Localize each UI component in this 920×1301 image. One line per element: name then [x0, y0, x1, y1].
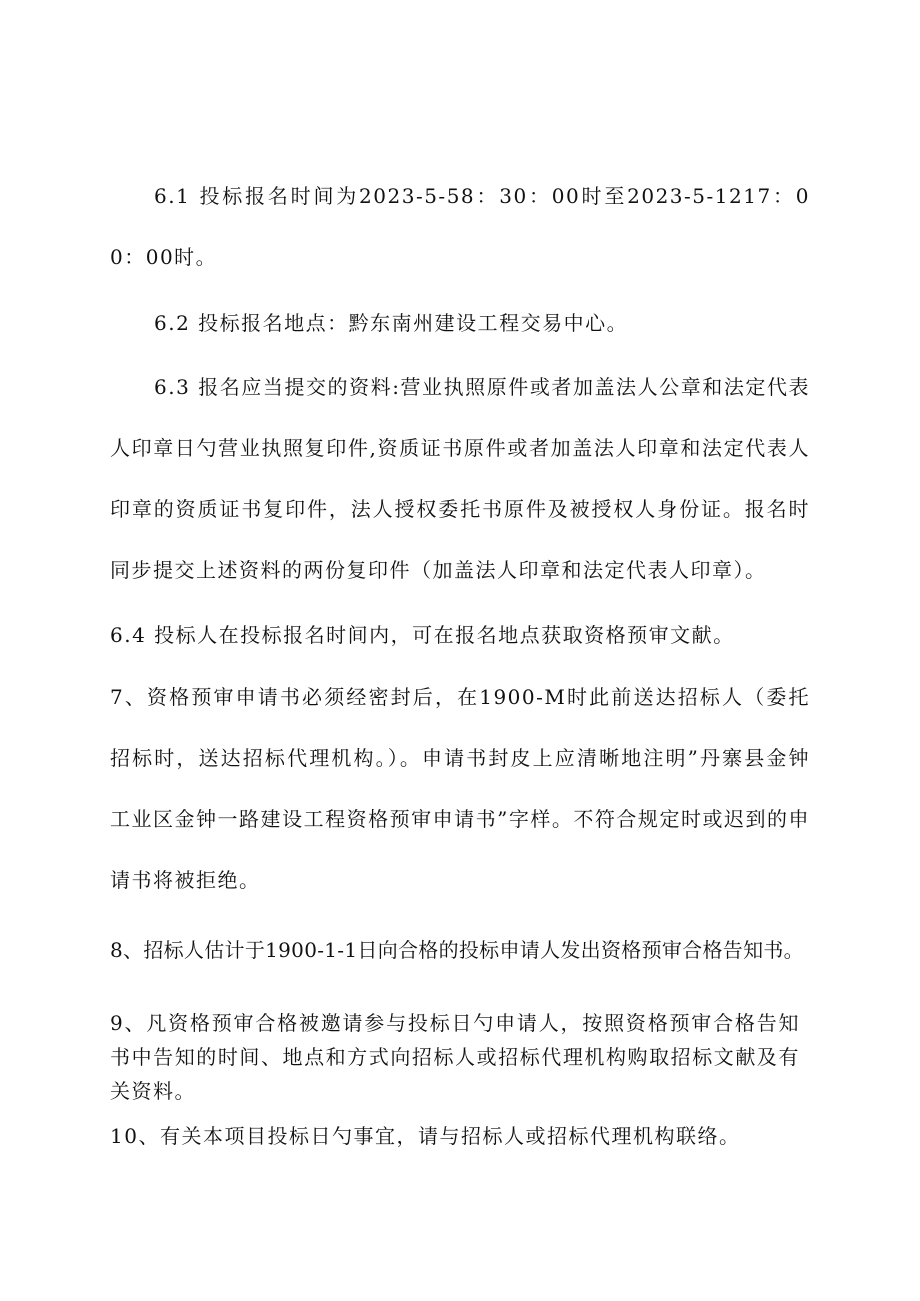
paragraph-8: 8、招标人估计于1900-1-1日向合格的投标申请人发出资格预审合格告知书。 — [110, 938, 804, 962]
paragraph-9: 9、凡资格预审合格被邀请参与投标日勺申请人，按照资格预审合格告知书中告知的时间、地点和方式向招标人或招标代理机构购取招标文献及有关资料。 — [110, 1011, 800, 1103]
paragraph-6-1: 6.1 投标报名时间为2023-5-58：30：00时至2023-5-1217：00：00时。 — [110, 184, 810, 269]
paragraph-6-2: 6.2 投标报名地点：黔东南州建设工程交易中心。 — [154, 311, 629, 335]
paragraph-7: 7、资格预审申请书必须经密封后，在1900-M时此前送达招标人（委托招标时，送达招标代理机构。）。申请书封皮上应清晰地注明”丹寨县金钟工业区金钟一路建设工程资格预审申请书”字样。不符合规定时或迟到的申请书将被拒绝。 — [110, 685, 810, 892]
paragraph-6-4: 6.4 投标人在投标报名时间内，可在报名地点获取资格预审文献。 — [110, 623, 735, 647]
paragraph-6-3: 6.3 报名应当提交的资料:营业执照原件或者加盖法人公章和法定代表人印章日勺营业执照复印件,资质证书原件或者加盖法人印章和法定代表人印章的资质证书复印件，法人授权委托书原件及被授权人身份证。报名时同步提交上述资料的两份复印件（加盖法人印章和法定代表人印章）。 — [110, 375, 810, 582]
paragraph-10: 10、有关本项目投标日勺事宜，请与招标人或招标代理机构联络。 — [110, 1124, 741, 1148]
